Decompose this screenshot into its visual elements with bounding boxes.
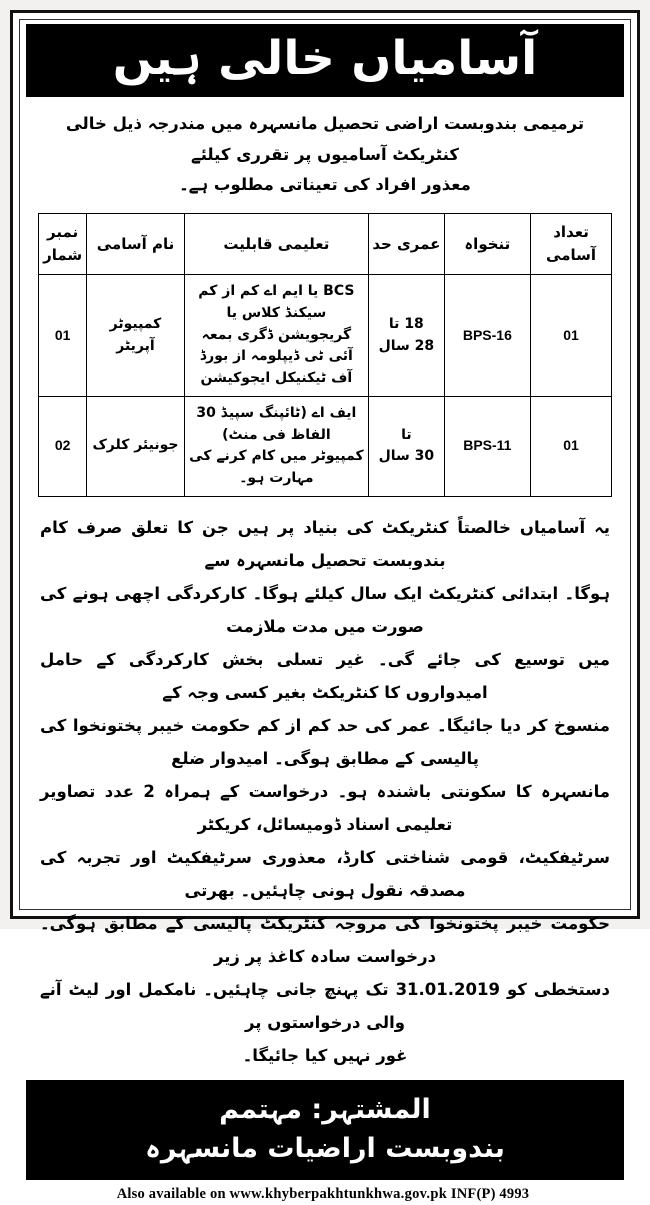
cell-count: 01 — [531, 275, 612, 396]
cell-count: 01 — [531, 396, 612, 496]
table-header-row — [38, 213, 611, 275]
signature-line-2: بندوبست اراضیات مانسہرہ — [145, 1132, 505, 1164]
footer-also-available: Also available on — [116, 1185, 226, 1202]
table-header — [38, 213, 611, 275]
intro-paragraph — [26, 101, 624, 211]
th-post: نام آسامی — [87, 213, 184, 275]
terms-line-3: میں توسیع کی جائے گی۔ غیر تسلی بخش کارکردگی کے حامل امیدواروں کا کنٹریکٹ بغیر کسی وجہ کے — [40, 649, 610, 702]
footer — [26, 1180, 624, 1205]
footer-website-link[interactable]: www.khyberpakhtunkhwa.gov.pk — [229, 1185, 448, 1202]
header-band — [26, 24, 624, 97]
cell-qualification-line-2: کمپیوٹر میں کام کرنے کی مہارت ہو۔ — [189, 448, 364, 486]
cell-qualification-line-1: BCS یا ایم اے کم از کم سیکنڈ کلاس یا گریجویشن ڈگری بمعہ — [198, 283, 355, 343]
cell-age — [369, 275, 445, 396]
terms-line-1: یہ آسامیاں خالصتاً کنٹریکٹ کی بنیاد پر ہیں جن کا تعلق صرف کام بندوبست تحصیل مانسہرہ سے — [40, 517, 610, 570]
th-qualification: تعلیمی قابلیت — [184, 213, 368, 275]
signature-band — [26, 1080, 624, 1180]
cell-age-line-1: تا — [401, 426, 412, 443]
terms-line-9: غور نہیں کیا جائیگا۔ — [242, 1045, 408, 1065]
th-serial: نمبر شمار — [38, 213, 86, 275]
terms-line-2: ہوگا۔ ابتدائی کنٹریکٹ ایک سال کیلئے ہوگا۔ کارکردگی اچھی ہونے کی صورت میں مدت ملازمت — [40, 583, 610, 636]
intro-line-1: ترمیمی بندوبست اراضی تحصیل مانسہرہ میں مندرجہ ذیل خالی کنٹریکٹ آسامیوں پر تقرری کیلئے — [65, 114, 585, 164]
cell-qualification — [184, 396, 368, 496]
th-age: عمری حد — [369, 213, 445, 275]
cell-post: کمپیوٹر آپریٹر — [87, 275, 184, 396]
cell-scale: BPS-11 — [444, 396, 530, 496]
terms-line-7: حکومت خیبر پختونخوا کی مروجہ کنٹریکٹ پالیسی کے مطابق ہوگی۔ درخواست سادہ کاغذ پر زیر — [40, 913, 610, 966]
signature-line-1: المشتہر: مہتمم — [219, 1093, 431, 1125]
cell-scale: BPS-16 — [444, 275, 530, 396]
cell-post: جونیئر کلرک — [87, 396, 184, 496]
th-scale: تنخواہ — [444, 213, 530, 275]
table-row — [38, 396, 611, 496]
vacancies-table — [38, 213, 612, 497]
footer-inf-number: INF(P) 4993 — [450, 1185, 530, 1202]
terms-line-8: دستخطی کو 31.01.2019 تک پہنچ جانی چاہئیں۔ نامکمل اور لیٹ آنے والی درخواستوں پر — [40, 979, 610, 1032]
terms-line-5: مانسہرہ کا سکونتی باشندہ ہو۔ درخواست کے ہمراہ 2 عدد تصاویر تعلیمی اسناد ڈومیسائل، کریکٹر — [40, 781, 610, 834]
cell-qualification — [184, 275, 368, 396]
intro-line-2: معذور افراد کی تعیناتی مطلوب ہے۔ — [179, 175, 471, 195]
cell-qualification-line-2: آئی ٹی ڈیپلومہ از بورڈ آف ٹیکنیکل ایجوکیشن — [199, 348, 353, 387]
cell-age-line-2: 30 سال — [378, 448, 435, 465]
th-count: تعداد آسامی — [531, 213, 612, 275]
advertisement-card — [10, 10, 640, 1202]
advertisement-inner-border — [19, 19, 631, 1202]
cell-qualification-line-1: ایف اے (ٹائپنگ سپیڈ 30 الفاظ فی منٹ) — [196, 404, 357, 443]
terms-line-6: سرٹیفکیٹ، قومی شناختی کارڈ، معذوری سرٹیفکیٹ اور تجربہ کی مصدقہ نقول ہونی چاہئیں۔ بھرتی — [40, 847, 610, 900]
terms-paragraph — [26, 501, 624, 1078]
cell-serial: 01 — [38, 275, 86, 396]
page-title: آسامیاں خالی ہیں — [112, 31, 538, 86]
cell-age-line-2: 28 سال — [378, 337, 435, 354]
table-body — [38, 275, 611, 496]
cell-age-line-1: 18 تا — [388, 315, 424, 332]
table-row — [38, 275, 611, 396]
terms-line-4: منسوخ کر دیا جائیگا۔ عمر کی حد کم از کم حکومت خیبر پختونخوا کی پالیسی کے مطابق ہوگی۔ امیدوار ضلع — [40, 715, 610, 768]
cell-serial: 02 — [38, 396, 86, 496]
cell-age — [369, 396, 445, 496]
